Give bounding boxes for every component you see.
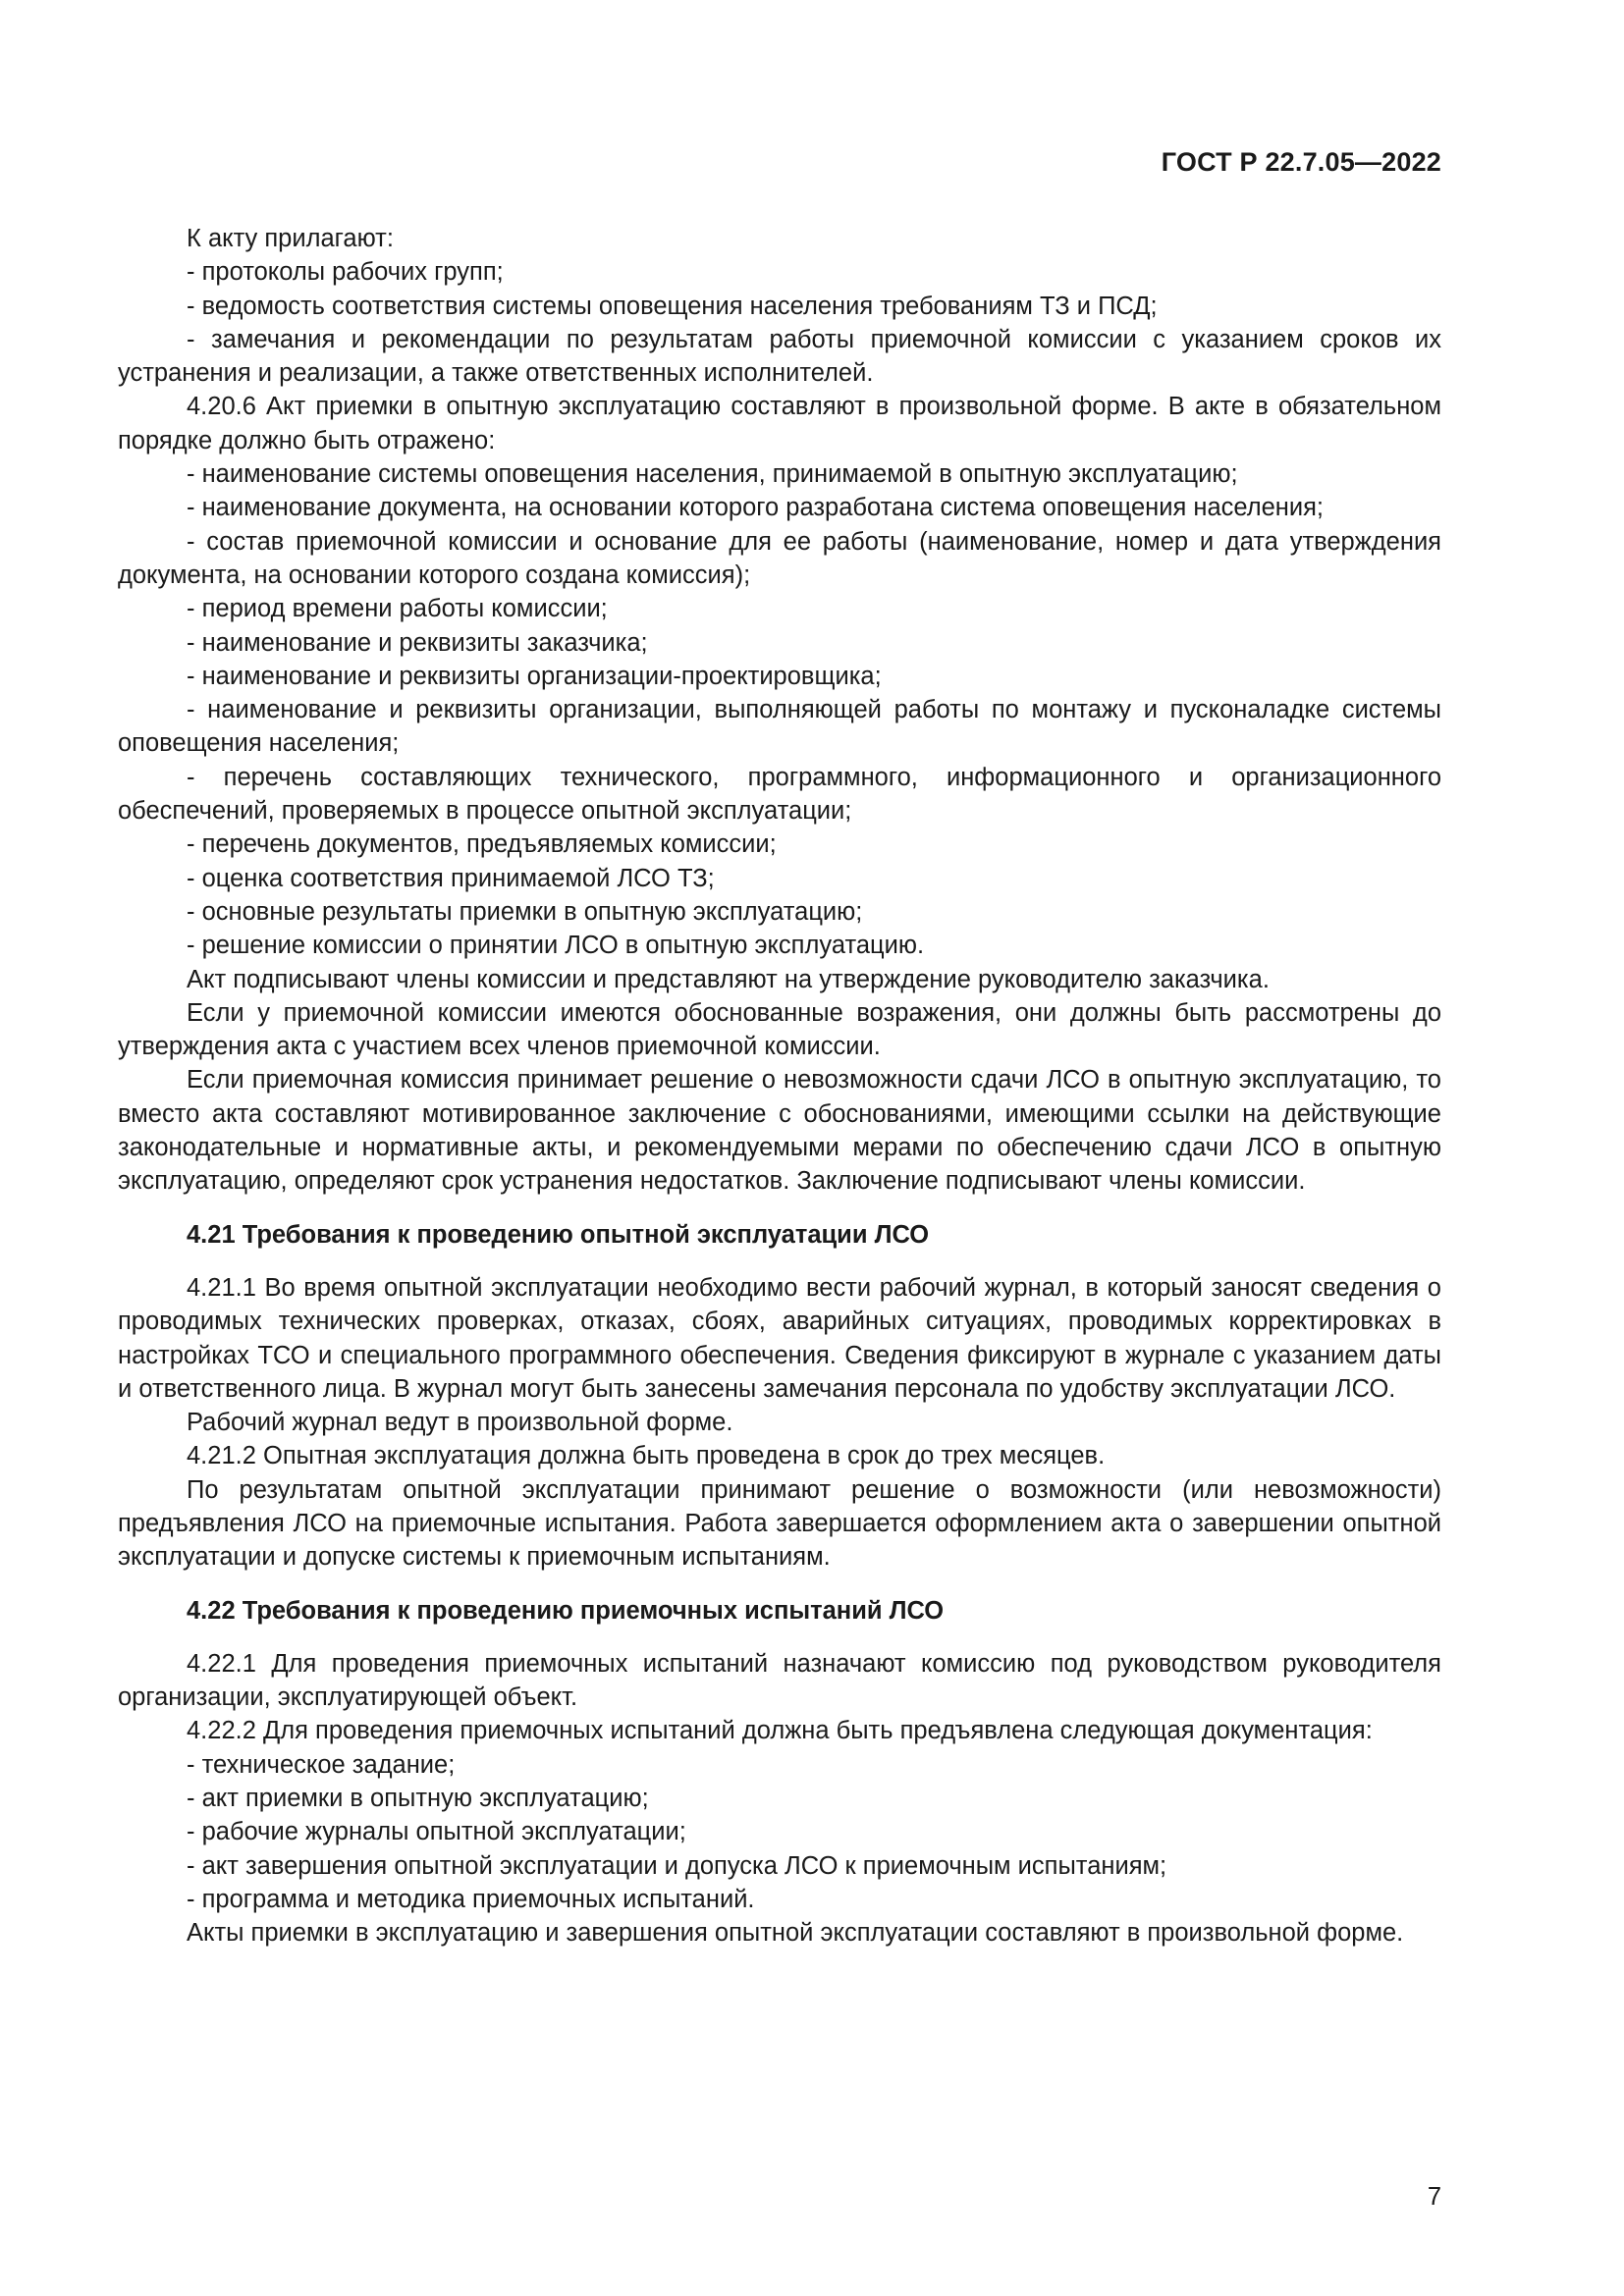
body-paragraph: Рабочий журнал ведут в произвольной форме.	[187, 1409, 733, 1437]
body-paragraph: 4.20.6 Акт приемки в опытную эксплуатацию составляют в произвольной форме. В акте в обязательном порядке должно быть отражено:	[118, 393, 1441, 454]
body-paragraph: Если приемочная комиссия принимает решение о невозможности сдачи ЛСО в опытную эксплуатацию, то вместо акта составляют мотивированное заключение с обоснованиями, имеющими ссылки на действующие законодательные и нормативные акты, и рекомендуемыми мерами по обеспечению сдачи ЛСО в опытную эксплуатацию, определяют срок устранения недостатков. Заключение подписывают члены комиссии.	[118, 1066, 1441, 1196]
list-item: - основные результаты приемки в опытную эксплуатацию;	[187, 897, 863, 926]
list-item: - перечень составляющих технического, программного, информационного и организационного обеспечений, проверяемых в процессе опытной эксплуатации;	[118, 763, 1441, 826]
list-item: - оценка соответствия принимаемой ЛСО ТЗ;	[187, 864, 715, 892]
list-item: - наименование документа, на основании которого разработана система оповещения населения;	[187, 494, 1324, 522]
body-paragraph: По результатам опытной эксплуатации принимают решение о возможности (или невозможности) предъявления ЛСО на приемочные испытания. Работа завершается оформлением акта о завершении опытной эксплуатации и допуске системы к приемочным испытаниям.	[118, 1475, 1441, 1572]
list-item: - техническое задание;	[187, 1750, 456, 1779]
list-item: - замечания и рекомендации по результатам работы приемочной комиссии с указанием сроков их устранения и реализации, а также ответственных исполнителей.	[118, 325, 1441, 388]
list-item: - протоколы рабочих групп;	[187, 258, 504, 287]
section-heading: 4.22 Требования к проведению приемочных испытаний ЛСО	[187, 1596, 945, 1625]
section-heading: 4.21 Требования к проведению опытной эксплуатации ЛСО	[187, 1220, 930, 1249]
list-item: - наименование системы оповещения населения, принимаемой в опытную эксплуатацию;	[187, 460, 1238, 489]
page-number: 7	[1427, 2183, 1441, 2211]
list-item: - акт завершения опытной эксплуатации и допуска ЛСО к приемочным испытаниям;	[187, 1851, 1167, 1880]
body-paragraph: Акты приемки в эксплуатацию и завершения опытной эксплуатации составляют в произвольной форме.	[187, 1919, 1404, 1948]
body-paragraph: 4.22.2 Для проведения приемочных испытаний должна быть предъявлена следующая документация:	[187, 1717, 1373, 1745]
body-paragraph: К акту прилагают:	[187, 225, 394, 252]
list-item: - решение комиссии о принятии ЛСО в опытную эксплуатацию.	[187, 932, 925, 960]
list-item: - перечень документов, предъявляемых комиссии;	[187, 830, 777, 859]
list-item: - наименование и реквизиты организации, выполняющей работы по монтажу и пусконаладке системы оповещения населения;	[118, 696, 1441, 758]
body-paragraph: Акт подписывают члены комиссии и представляют на утверждение руководителю заказчика.	[187, 965, 1270, 993]
document-body	[118, 222, 1441, 1950]
list-item: - акт приемки в опытную эксплуатацию;	[187, 1785, 649, 1813]
list-item: - программа и методика приемочных испытаний.	[187, 1885, 755, 1913]
document-code-header: ГОСТ Р 22.7.05—2022	[1161, 147, 1441, 177]
list-item: - рабочие журналы опытной эксплуатации;	[187, 1818, 686, 1846]
list-item: - период времени работы комиссии;	[187, 595, 608, 623]
body-paragraph: Если у приемочной комиссии имеются обоснованные возражения, они должны быть рассмотрены до утверждения акта с участием всех членов приемочной комиссии.	[118, 998, 1441, 1061]
list-item: - наименование и реквизиты организации-проектировщика;	[187, 662, 882, 690]
body-paragraph: 4.21.1 Во время опытной эксплуатации необходимо вести рабочий журнал, в который заносят сведения о проводимых технических проверках, отказах, сбоях, аварийных ситуациях, проводимых корректировках в настройках ТСО и специального программного обеспечения. Сведения фиксируют в журнале с указанием даты и ответственного лица. В журнал могут быть занесены замечания персонала по удобству эксплуатации ЛСО.	[118, 1273, 1441, 1403]
list-item: - состав приемочной комиссии и основание для ее работы (наименование, номер и дата утверждения документа, на основании которого создана комиссия);	[118, 527, 1441, 589]
body-paragraph: 4.21.2 Опытная эксплуатация должна быть проведена в срок до трех месяцев.	[187, 1442, 1106, 1470]
body-paragraph: 4.22.1 Для проведения приемочных испытаний назначают комиссию под руководством руководителя организации, эксплуатирующей объект.	[118, 1649, 1441, 1712]
list-item: - ведомость соответствия системы оповещения населения требованиям ТЗ и ПСД;	[187, 292, 1158, 320]
list-item: - наименование и реквизиты заказчика;	[187, 628, 648, 657]
